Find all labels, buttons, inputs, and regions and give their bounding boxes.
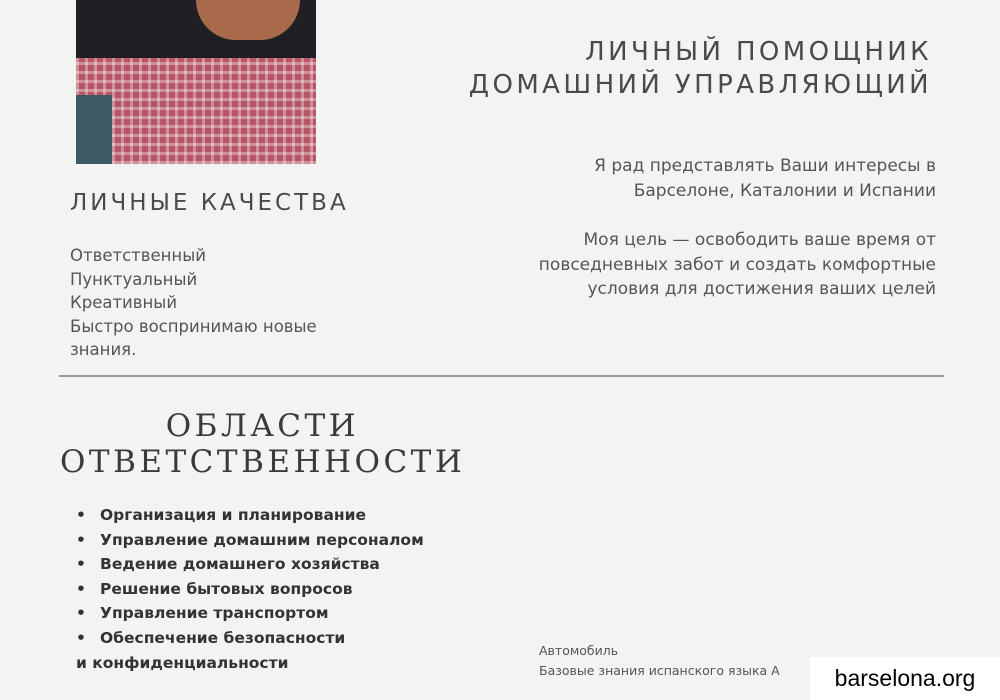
section-divider [59, 375, 944, 377]
responsibility-label: Управление транспортом [100, 604, 329, 623]
profile-photo [76, 0, 316, 164]
responsibility-label: Ведение домашнего хозяйства [100, 555, 380, 574]
responsibility-continuation: и конфиденциальности [76, 653, 289, 672]
intro-text: Я рад представлять Ваши интересы в Барселоне, Каталонии и Испании [594, 156, 936, 201]
role-title-line-1: ЛИЧНЫЙ ПОМОЩНИК [585, 37, 932, 67]
role-title [469, 36, 932, 102]
qualities-title: ЛИЧНЫЕ КАЧЕСТВА [70, 190, 349, 216]
quality-item: Быстро воспринимаю новые знания. [70, 316, 317, 359]
responsibility-item [76, 552, 424, 577]
responsibilities-title-line-1: ОБЛАСТИ [165, 408, 360, 444]
role-title-line-2: ДОМАШНИЙ УПРАВЛЯЮЩИЙ [468, 70, 932, 100]
watermark-label: barselona.org [810, 657, 1000, 700]
extra-skill-item: Автомобиль [539, 643, 619, 658]
responsibility-label: Организация и планирование [100, 506, 367, 524]
bullet-icon: • [76, 604, 86, 623]
extra-skill-item: Базовые знания испанского языка А [539, 663, 780, 678]
quality-item: Пунктуальный [70, 269, 198, 289]
responsibility-item [76, 503, 424, 528]
responsibility-label: Обеспечение безопасности [100, 628, 346, 647]
responsibilities-title-line-2: ОТВЕТСТВЕННОСТИ [60, 444, 466, 480]
photo-chair [76, 95, 112, 164]
bullet-icon: • [76, 555, 86, 574]
quality-item: Креативный [70, 293, 178, 312]
extra-skills-list [539, 641, 780, 681]
quality-item: Ответственный [70, 246, 206, 265]
bullet-icon: • [76, 530, 86, 549]
responsibility-item [76, 528, 424, 553]
responsibility-label: Управление домашним персоналом [100, 530, 424, 549]
responsibilities-list [76, 503, 424, 675]
goal-text: Моя цель — освободить ваше время от повседневных забот и создать комфортные условия для достижения ваших целей [538, 230, 936, 299]
responsibility-label: Решение бытовых вопросов [100, 579, 353, 598]
responsibility-item [76, 626, 424, 651]
bullet-icon: • [76, 506, 86, 524]
bullet-icon: • [76, 579, 86, 598]
bullet-icon: • [76, 628, 86, 647]
qualities-list [70, 244, 370, 362]
responsibility-item [76, 601, 424, 626]
responsibilities-title [60, 408, 465, 480]
responsibility-item [76, 577, 424, 602]
